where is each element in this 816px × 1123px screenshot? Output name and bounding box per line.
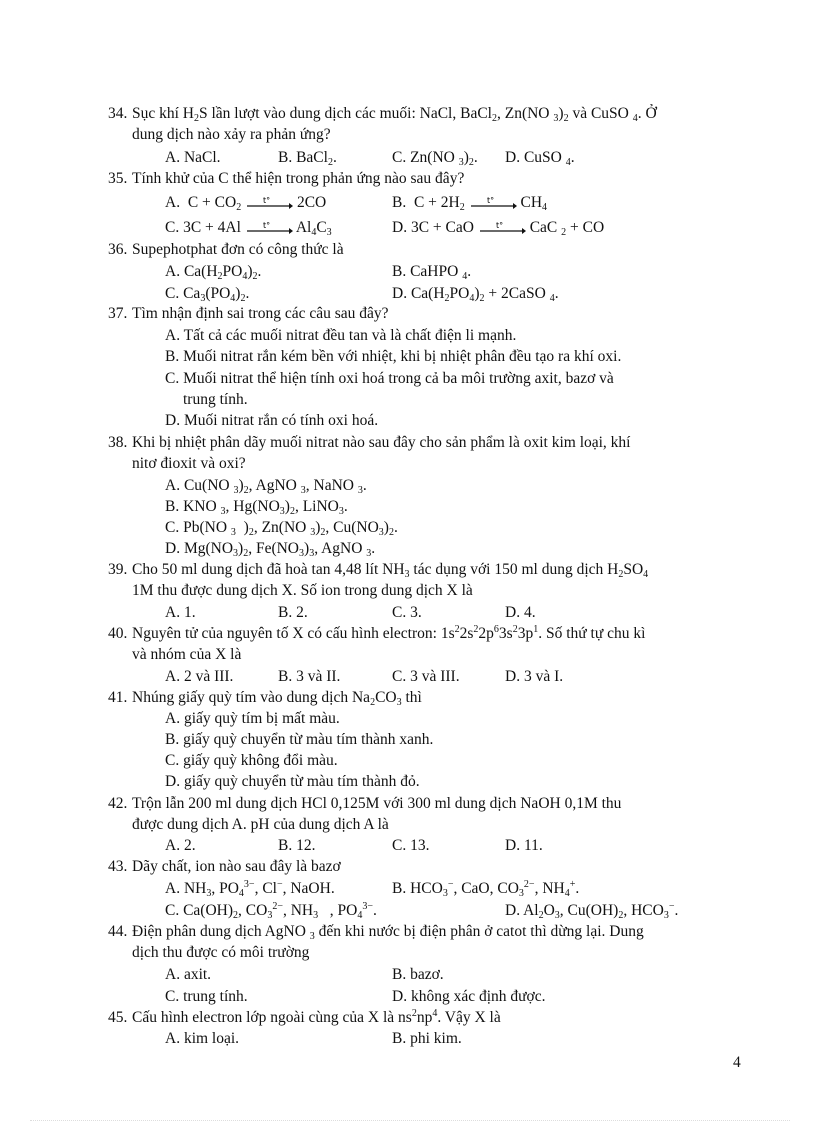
question-37-text: Tìm nhận định sai trong các câu sau đây? — [132, 305, 389, 322]
option-b-products: $CH_4$ — [520, 194, 548, 213]
question-43-number: 43. — [108, 858, 128, 875]
question-44-text-line1: Điện phân dung dịch AgNO $_3$ đến khi nước bị điện phân ở catot thì dừng lại. Dung — [132, 923, 644, 942]
question-45-number: 45. — [108, 1009, 128, 1026]
option-a-products: 2CO — [296, 194, 327, 211]
question-39-number: 39. — [108, 561, 128, 578]
question-37-option-d: D. Muối nitrat rắn có tính oxi hoá. — [165, 412, 379, 429]
question-38-text-line2: nitơ đioxit và oxi? — [132, 455, 246, 472]
question-41-number: 41. — [108, 689, 128, 706]
question-40-text-line1: Nguyên tử của nguyên tố X có cấu hình electron: $1s^22s^22p^63s^23p^1$. Số thứ tự chu kì — [132, 624, 646, 642]
question-35-option-b — [392, 192, 547, 213]
question-36-option-a: A. $Ca(H_2PO_4)_2$. — [165, 263, 262, 282]
question-38-option-c: C. Pb(NO $_3$ )$_2$, Zn(NO $_3)_2$, $Cu(NO_3)_2$. — [165, 519, 398, 538]
page-number: 4 — [733, 1054, 741, 1071]
question-41-option-b: B. giấy quỳ chuyển từ màu tím thành xanh. — [165, 731, 434, 748]
question-44-option-d: D. không xác định được. — [392, 988, 546, 1005]
page-bottom-divider — [30, 1120, 790, 1121]
svg-text:t°: t° — [495, 221, 503, 231]
question-40-option-a: A. 2 và III. — [165, 668, 234, 685]
question-37-option-a: A. Tất cả các muối nitrat đều tan và là chất điện li mạnh. — [165, 327, 517, 344]
question-35-text: Tính khử của C thể hiện trong phản ứng nào sau đây? — [132, 170, 465, 187]
question-36-option-b: B. CaHPO $_4$. — [392, 263, 472, 282]
question-45-option-a: A. kim loại. — [165, 1030, 240, 1047]
option-a-reactants: A. $C + CO_2$ — [165, 194, 242, 213]
question-42-option-d: D. 11. — [505, 837, 543, 854]
question-36-number: 36. — [108, 241, 128, 258]
question-34-option-b: B. BaCl$_2$. — [278, 149, 337, 168]
option-c-products: $Al_4C_3$ — [295, 219, 332, 238]
question-37-number: 37. — [108, 305, 128, 322]
question-44-number: 44. — [108, 923, 128, 940]
question-41-option-a: A. giấy quỳ tím bị mất màu. — [165, 710, 340, 727]
question-45-option-b: B. phi kim. — [392, 1030, 462, 1047]
question-36-option-c: C. $Ca_3(PO_4)_2$. — [165, 285, 250, 304]
question-34-option-c: C. Zn(NO $_3)_2$. — [392, 149, 478, 168]
question-44-text-line2: dịch thu được có môi trường — [132, 944, 310, 961]
option-d-reactants: D. 3C + CaO — [392, 219, 474, 236]
question-39-option-d: D. 4. — [505, 604, 536, 621]
question-38-option-d: D. $Mg(NO_3)_2$, $Fe(NO_3)_3$, AgNO $_3$. — [165, 540, 376, 559]
question-38-number: 38. — [108, 434, 128, 451]
question-45-text: Cấu hình electron lớp ngoài cùng của X là $ns^2np^4$. Vậy X là — [132, 1008, 501, 1026]
heat-arrow-icon — [478, 221, 526, 235]
question-34-text-line1: Sục khí $H_2S$ lần lượt vào dung dịch các muối: NaCl, BaCl$_2$, Zn(NO $_3)_2$ và CuSO $_4$. Ở — [132, 105, 657, 124]
question-35-option-a — [165, 192, 326, 213]
question-40-text-line2: và nhóm của X là — [132, 646, 242, 663]
option-d-products: CaC $_2$ + CO — [529, 219, 605, 238]
question-34-text-line2: dung dịch nào xảy ra phản ứng? — [132, 126, 331, 143]
question-35-option-d — [392, 217, 604, 238]
svg-text:t°: t° — [262, 221, 270, 231]
question-34-number: 34. — [108, 105, 128, 122]
question-44-option-b: B. bazơ. — [392, 966, 444, 983]
question-40-option-c: C. 3 và III. — [392, 668, 460, 685]
question-36-option-d: D. $Ca(H_2PO_4)_2$ + 2CaSO $_4$. — [392, 285, 559, 304]
heat-arrow-icon — [245, 221, 293, 235]
question-38-option-a: A. Cu(NO $_3)_2$, AgNO $_3$, NaNO $_3$. — [165, 477, 367, 496]
question-42-text-line2: được dung dịch A. pH của dung dịch A là — [132, 816, 389, 833]
option-c-reactants: C. 3C + 4Al — [165, 219, 241, 236]
question-39-option-b: B. 2. — [278, 604, 308, 621]
question-34-option-d: D. CuSO $_4$. — [505, 149, 575, 168]
svg-text:t°: t° — [486, 196, 494, 206]
question-37-option-c-line2: trung tính. — [183, 391, 248, 408]
question-39-option-a: A. 1. — [165, 604, 196, 621]
question-42-option-b: B. 12. — [278, 837, 316, 854]
question-43-option-d: D. $Al_2O_3$, $Cu(OH)_2$, $HCO_3^-$. — [505, 901, 679, 921]
question-38-option-b: B. KNO $_3$, $Hg(NO_3)_2$, LiNO$_3$. — [165, 498, 348, 517]
question-42-option-a: A. 2. — [165, 837, 196, 854]
option-b-reactants: B. $C + 2H_2$ — [392, 194, 465, 213]
question-39-text-line1: Cho 50 ml dung dịch đã hoà tan 4,48 lít $NH_3$ tác dụng với 150 ml dung dịch $H_2SO_4$ — [132, 561, 649, 580]
question-43-option-c: C. $Ca(OH)_2$, $CO_3^{2-}$, $NH_3$ , $PO_4^{3-}$. — [165, 901, 377, 921]
question-41-option-c: C. giấy quỳ không đổi màu. — [165, 752, 338, 769]
question-43-text: Dãy chất, ion nào sau đây là bazơ — [132, 858, 341, 875]
question-40-number: 40. — [108, 625, 128, 642]
question-43-option-b: B. $HCO_3^-$, CaO, $CO_3^{2-}$, $NH_4^+$. — [392, 879, 580, 899]
question-44-option-a: A. axit. — [165, 966, 212, 983]
question-42-number: 42. — [108, 795, 128, 812]
question-39-text-line2: 1M thu được dung dịch X. Số ion trong dung dịch X là — [132, 582, 473, 599]
question-44-option-c: C. trung tính. — [165, 988, 248, 1005]
question-38-text-line1: Khi bị nhiệt phân dãy muối nitrat nào sau đây cho sản phẩm là oxit kim loại, khí — [132, 434, 631, 451]
question-37-option-c-line1: C. Muối nitrat thể hiện tính oxi hoá trong cả ba môi trường axit, bazơ và — [165, 370, 614, 387]
heat-arrow-icon — [469, 196, 517, 210]
question-39-option-c: C. 3. — [392, 604, 422, 621]
question-34-option-a: A. NaCl. — [165, 149, 221, 166]
question-35-option-c — [165, 217, 332, 238]
question-36-text: Supephotphat đơn có công thức là — [132, 241, 344, 258]
heat-arrow-icon — [245, 196, 293, 210]
question-42-text-line1: Trộn lẫn 200 ml dung dịch HCl 0,125M với 300 ml dung dịch NaOH 0,1M thu — [132, 795, 622, 812]
svg-text:t°: t° — [263, 196, 271, 206]
question-40-option-d: D. 3 và I. — [505, 668, 564, 685]
question-35-number: 35. — [108, 170, 128, 187]
question-42-option-c: C. 13. — [392, 837, 430, 854]
question-41-option-d: D. giấy quỳ chuyển từ màu tím thành đỏ. — [165, 773, 420, 790]
question-41-text: Nhúng giấy quỳ tím vào dung dịch $Na_2CO_3$ thì — [132, 689, 422, 708]
question-37-option-b: B. Muối nitrat rắn kém bền với nhiệt, khi bị nhiệt phân đều tạo ra khí oxi. — [165, 348, 622, 365]
question-43-option-a: A. $NH_3$, $PO_4^{3-}$, Cl−, NaOH. — [165, 879, 335, 899]
question-40-option-b: B. 3 và II. — [278, 668, 341, 685]
